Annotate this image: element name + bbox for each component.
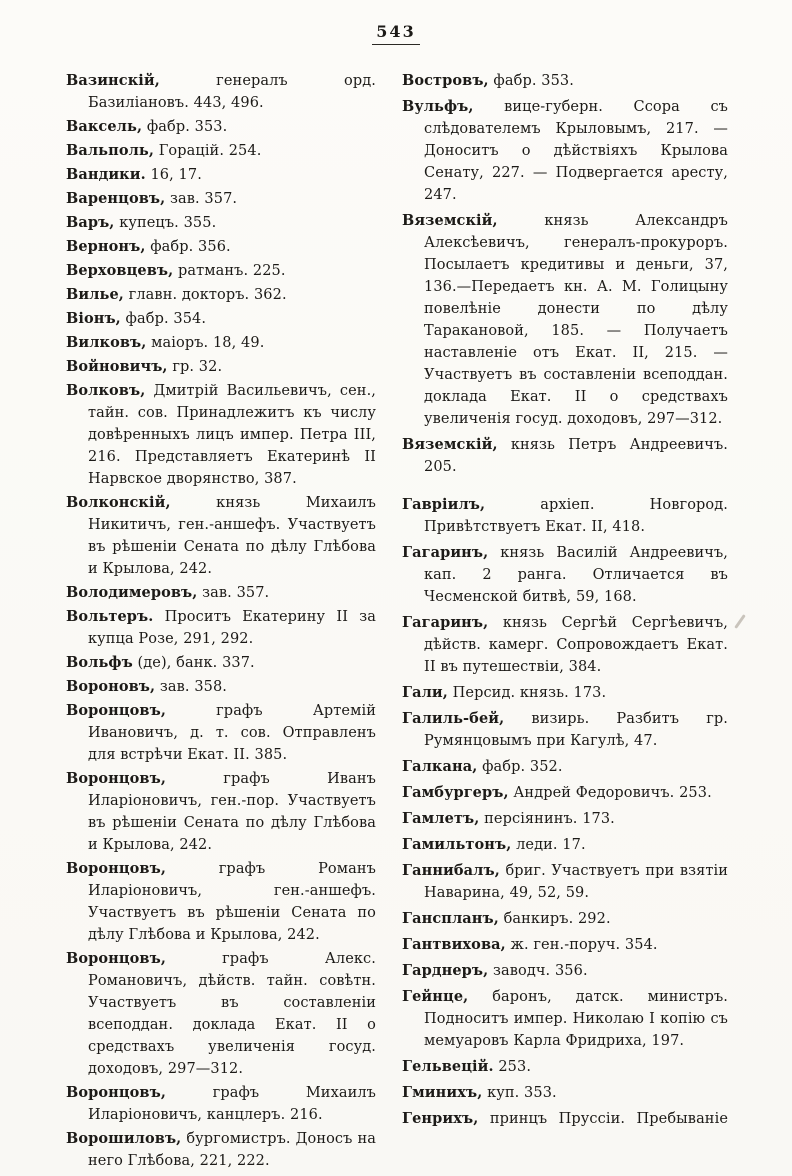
entry-text: Дмитрій Васильевичъ, сен., тайн. сов. Принадлежитъ къ числу довѣренныхъ лицъ импер. Петра III, 216. Представляетъ Екатеринѣ II Нарвское дворянство, 387. xyxy=(88,383,376,487)
entry-headword: Волконскій, xyxy=(66,494,171,511)
entry-text: фабр. 356. xyxy=(150,239,231,255)
index-entry xyxy=(402,960,728,982)
entry-headword: Вальполь, xyxy=(66,142,155,159)
entry-headword: Гантвихова, xyxy=(402,936,506,953)
entry-text: ж. ген.-поруч. 354. xyxy=(510,937,658,953)
entry-text: заводч. 356. xyxy=(492,963,588,979)
entry-headword: Варенцовъ, xyxy=(66,190,166,207)
entry-text: фабр. 354. xyxy=(125,311,207,327)
entry-text: маіоръ. 18, 49. xyxy=(151,335,265,351)
index-entry xyxy=(66,188,376,210)
index-entry xyxy=(402,808,728,830)
index-entry xyxy=(402,542,728,608)
entry-headword: Віонъ, xyxy=(66,310,121,327)
entry-headword: Гавріилъ, xyxy=(402,496,486,513)
entry-headword: Гагаринъ, xyxy=(402,614,489,631)
entry-text: графъ Артемій Ивановичъ, д. т. сов. Отправленъ для встрѣчи Екат. II. 385. xyxy=(88,703,376,763)
entry-headword: Гельвецій. xyxy=(402,1058,494,1075)
index-entry xyxy=(66,768,376,856)
entry-text: банкиръ. 292. xyxy=(503,911,611,927)
entry-text: персіянинъ. 173. xyxy=(484,811,615,827)
index-entry xyxy=(402,612,728,678)
index-entry xyxy=(402,494,728,538)
entry-text: Персид. князь. 173. xyxy=(452,685,607,701)
entry-headword: Воронцовъ, xyxy=(66,950,166,967)
index-column-right xyxy=(402,70,728,1174)
entry-text: Андрей Федоровичъ. 253. xyxy=(513,785,712,801)
entry-text: князь Михаилъ Никитичъ, ген.-аншефъ. Участвуетъ въ рѣшеніи Сената по дѣлу Глѣбова и Крылова, 242. xyxy=(88,495,376,577)
index-entry xyxy=(66,606,376,650)
entry-headword: Востровъ, xyxy=(402,72,489,89)
index-entry xyxy=(66,212,376,234)
index-entry xyxy=(402,860,728,904)
entry-text: зав. 357. xyxy=(202,585,270,601)
entry-headword: Воронцовъ, xyxy=(66,770,166,787)
entry-text: 253. xyxy=(498,1059,532,1075)
entry-headword: Варъ, xyxy=(66,214,115,231)
entry-text: архіеп. Новгород. Привѣтствуетъ Екат. II, 418. xyxy=(424,497,728,535)
entry-text: (де), банк. 337. xyxy=(137,655,255,671)
entry-text: князь Василій Андреевичъ, кап. 2 ранга. Отличается въ Чесменской битвѣ, 59, 168. xyxy=(424,545,728,605)
entry-text: фабр. 353. xyxy=(146,119,228,135)
entry-text: Горацій. 254. xyxy=(158,143,262,159)
index-entry xyxy=(402,70,728,92)
entry-headword: Воронцовъ, xyxy=(66,1084,166,1101)
page-number: 543 xyxy=(372,22,419,45)
index-entry xyxy=(66,858,376,946)
index-entry xyxy=(66,164,376,186)
index-columns xyxy=(66,70,728,1174)
entry-headword: Вольфъ xyxy=(66,654,133,671)
entry-headword: Ганспланъ, xyxy=(402,910,499,927)
index-entry xyxy=(66,700,376,766)
entry-headword: Галиль-бей, xyxy=(402,710,505,727)
entry-text: купецъ. 355. xyxy=(119,215,217,231)
index-entry xyxy=(66,1128,376,1172)
entry-headword: Гейнце, xyxy=(402,988,469,1005)
index-entry xyxy=(66,308,376,330)
index-entry xyxy=(402,96,728,206)
index-entry xyxy=(66,948,376,1080)
entry-text: графъ Михаилъ Иларіоновичъ, канцлеръ. 216. xyxy=(88,1085,376,1123)
entry-text: князь Петръ Андреевичъ. 205. xyxy=(424,437,728,475)
entry-headword: Гагаринъ, xyxy=(402,544,489,561)
entry-text: фабр. 353. xyxy=(493,73,574,89)
entry-text: леди. 17. xyxy=(516,837,586,853)
index-entry xyxy=(402,934,728,956)
index-entry xyxy=(66,356,376,378)
index-entry xyxy=(402,682,728,704)
entry-text: генералъ орд. Базиліановъ. 443, 496. xyxy=(88,73,376,111)
entry-headword: Гамбургеръ, xyxy=(402,784,509,801)
pencil-mark xyxy=(734,614,746,629)
entry-headword: Волковъ, xyxy=(66,382,146,399)
index-entry xyxy=(402,908,728,930)
entry-text: зав. 358. xyxy=(159,679,228,695)
entry-headword: Вольтеръ. xyxy=(66,608,154,625)
entry-headword: Верховцевъ, xyxy=(66,262,174,279)
entry-text: князь Сергѣй Сергѣевичъ, дѣйств. камерг. Сопровождаетъ Екат. II въ путешествіи, 384. xyxy=(424,615,728,675)
entry-headword: Ганнибалъ, xyxy=(402,862,500,879)
entry-headword: Вилковъ, xyxy=(66,334,147,351)
entry-text: баронъ, датск. министръ. Подноситъ импер. Николаю I копію съ мемуаровъ Карла Фридриха, 197. xyxy=(424,989,728,1049)
entry-text: ратманъ. 225. xyxy=(178,263,286,279)
index-entry xyxy=(66,1082,376,1126)
index-entry xyxy=(66,260,376,282)
entry-text: вице-губерн. Ссора съ слѣдователемъ Крыловымъ, 217. — Доноситъ о дѣйствіяхъ Крылова Сенату, 227. — Подвергается аресту, 247. xyxy=(424,99,728,203)
index-entry xyxy=(66,116,376,138)
entry-text: куп. 353. xyxy=(487,1085,557,1101)
index-entry xyxy=(66,676,376,698)
entry-text: графъ Романъ Иларіоновичъ, ген.-аншефъ. Участвуетъ въ рѣшеніи Сената по дѣлу Глѣбова и Крылова, 242. xyxy=(88,861,376,943)
index-entry xyxy=(66,380,376,490)
entry-text: главн. докторъ. 362. xyxy=(128,287,287,303)
index-column-left xyxy=(66,70,376,1174)
entry-headword: Вульфъ, xyxy=(402,98,474,115)
index-entry xyxy=(66,582,376,604)
entry-text: графъ Алекс. Романовичъ, дѣйств. тайн. совѣтн. Участвуетъ въ составленіи всеподдан. доклада Екат. II о средствахъ увеличенія госуд. доходовъ, 297—312. xyxy=(88,951,376,1077)
index-entry xyxy=(402,708,728,752)
entry-headword: Войновичъ, xyxy=(66,358,168,375)
index-entry xyxy=(402,434,728,478)
index-entry xyxy=(402,834,728,856)
entry-headword: Гали, xyxy=(402,684,448,701)
entry-headword: Гамлетъ, xyxy=(402,810,480,827)
entry-headword: Вяземскій, xyxy=(402,212,498,229)
index-entry xyxy=(402,782,728,804)
entry-headword: Ваксель, xyxy=(66,118,143,135)
index-entry xyxy=(66,140,376,162)
index-entry xyxy=(66,652,376,674)
entry-text: Проситъ Екатерину II за купца Розе, 291, 292. xyxy=(88,609,376,647)
entry-headword: Вороновъ, xyxy=(66,678,156,695)
entry-headword: Вандики. xyxy=(66,166,146,183)
index-entry xyxy=(66,236,376,258)
entry-text: бургомистръ. Доносъ на него Глѣбова, 221, 222. xyxy=(88,1131,376,1169)
entry-headword: Гамильтонъ, xyxy=(402,836,512,853)
entry-text: графъ Иванъ Иларіоновичъ, ген.-пор. Участвуетъ въ рѣшеніи Сената по дѣлу Глѣбова и Крылова, 242. xyxy=(88,771,376,853)
entry-headword: Вазинскій, xyxy=(66,72,160,89)
entry-headword: Вернонъ, xyxy=(66,238,146,255)
index-entry xyxy=(402,986,728,1052)
index-entry xyxy=(402,756,728,778)
index-entry xyxy=(402,210,728,430)
entry-text: 16, 17. xyxy=(150,167,202,183)
entry-headword: Володимеровъ, xyxy=(66,584,198,601)
entry-text: князь Александръ Алексѣевичъ, генералъ-прокуроръ. Посылаетъ кредитивы и деньги, 37, 136.—Передаетъ кн. А. М. Голицыну повелѣніе донести по дѣлу Таракановой, 185. — Получаетъ наставленіе отъ Екат. II, 215. — Участвуетъ въ составленіи всеподдан. доклада Екат. II о средствахъ увеличенія госуд. доходовъ, 297—312. xyxy=(424,213,728,427)
entry-headword: Галкана, xyxy=(402,758,478,775)
entry-text: визирь. Разбитъ гр. Румянцовымъ при Кагулѣ, 47. xyxy=(424,711,728,749)
index-entry xyxy=(402,1056,728,1078)
entry-text: фабр. 352. xyxy=(482,759,563,775)
entry-headword: Вилье, xyxy=(66,286,124,303)
entry-headword: Генрихъ, xyxy=(402,1110,479,1127)
entry-headword: Ворошиловъ, xyxy=(66,1130,182,1147)
entry-headword: Воронцовъ, xyxy=(66,702,166,719)
entry-text: бриг. Участвуетъ при взятіи Наварина, 49, 52, 59. xyxy=(424,863,728,901)
entry-text: гр. 32. xyxy=(172,359,223,375)
entry-headword: Гминихъ, xyxy=(402,1084,483,1101)
entry-text: зав. 357. xyxy=(169,191,238,207)
entry-headword: Гарднеръ, xyxy=(402,962,489,979)
index-entry xyxy=(66,332,376,354)
index-entry xyxy=(66,492,376,580)
index-entry xyxy=(66,284,376,306)
entry-headword: Вяземскій, xyxy=(402,436,498,453)
entry-headword: Воронцовъ, xyxy=(66,860,166,877)
index-entry xyxy=(402,1108,728,1130)
page-header xyxy=(0,22,792,45)
entry-text: принцъ Пруссіи. Пребываніе xyxy=(489,1111,728,1127)
index-entry xyxy=(402,1082,728,1104)
index-entry xyxy=(66,70,376,114)
